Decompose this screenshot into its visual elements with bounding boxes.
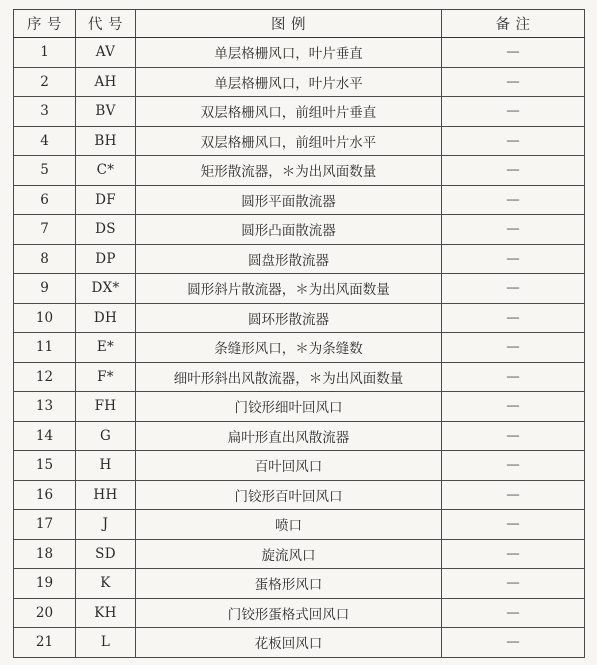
table-row <box>14 510 585 540</box>
table-row <box>14 38 585 68</box>
cell-code: DH <box>76 303 136 333</box>
cell-description: 圆环形散流器 <box>136 303 442 333</box>
air-outlet-legend-table <box>13 9 585 658</box>
cell-no: 1 <box>14 38 76 68</box>
table-row <box>14 628 585 658</box>
cell-no: 4 <box>14 126 76 156</box>
table-row <box>14 451 585 481</box>
cell-note: — <box>442 126 585 156</box>
cell-description: 单层格栅风口，叶片水平 <box>136 67 442 97</box>
table-row <box>14 539 585 569</box>
cell-code: AV <box>76 38 136 68</box>
cell-code: J <box>76 510 136 540</box>
cell-no: 10 <box>14 303 76 333</box>
cell-description: 细叶形斜出风散流器，＊为出风面数量 <box>136 362 442 392</box>
cell-no: 15 <box>14 451 76 481</box>
cell-code: H <box>76 451 136 481</box>
cell-no: 12 <box>14 362 76 392</box>
cell-code: F* <box>76 362 136 392</box>
cell-code: DF <box>76 185 136 215</box>
cell-code: K <box>76 569 136 599</box>
table-row <box>14 421 585 451</box>
cell-no: 14 <box>14 421 76 451</box>
table-body <box>14 38 585 658</box>
cell-note: — <box>442 303 585 333</box>
cell-note: — <box>442 362 585 392</box>
cell-description: 矩形散流器，＊为出风面数量 <box>136 156 442 186</box>
table-row <box>14 215 585 245</box>
table-row <box>14 244 585 274</box>
cell-description: 喷口 <box>136 510 442 540</box>
cell-note: — <box>442 97 585 127</box>
cell-note: — <box>442 569 585 599</box>
cell-note: — <box>442 185 585 215</box>
cell-code: L <box>76 628 136 658</box>
cell-no: 19 <box>14 569 76 599</box>
cell-note: — <box>442 215 585 245</box>
cell-no: 6 <box>14 185 76 215</box>
cell-description: 门铰形百叶回风口 <box>136 480 442 510</box>
header-no: 序 号 <box>14 10 76 38</box>
cell-code: DS <box>76 215 136 245</box>
table-row <box>14 185 585 215</box>
header-legend: 图 例 <box>136 10 442 38</box>
cell-code: KH <box>76 598 136 628</box>
cell-no: 2 <box>14 67 76 97</box>
table-row <box>14 67 585 97</box>
cell-no: 7 <box>14 215 76 245</box>
cell-note: — <box>442 539 585 569</box>
cell-no: 21 <box>14 628 76 658</box>
cell-no: 11 <box>14 333 76 363</box>
table-row <box>14 569 585 599</box>
cell-description: 圆形凸面散流器 <box>136 215 442 245</box>
header-note: 备 注 <box>442 10 585 38</box>
cell-note: — <box>442 480 585 510</box>
cell-code: BH <box>76 126 136 156</box>
cell-note: — <box>442 156 585 186</box>
cell-no: 3 <box>14 97 76 127</box>
table-header <box>14 10 585 38</box>
cell-code: DX* <box>76 274 136 304</box>
cell-description: 双层格栅风口，前组叶片垂直 <box>136 97 442 127</box>
cell-note: — <box>442 421 585 451</box>
cell-description: 单层格栅风口，叶片垂直 <box>136 38 442 68</box>
cell-note: — <box>442 392 585 422</box>
cell-description: 门铰形蛋格式回风口 <box>136 598 442 628</box>
cell-code: AH <box>76 67 136 97</box>
cell-description: 圆盘形散流器 <box>136 244 442 274</box>
table-row <box>14 362 585 392</box>
cell-no: 9 <box>14 274 76 304</box>
cell-note: — <box>442 598 585 628</box>
table-row <box>14 303 585 333</box>
cell-note: — <box>442 628 585 658</box>
cell-description: 圆形斜片散流器，＊为出风面数量 <box>136 274 442 304</box>
cell-description: 蛋格形风口 <box>136 569 442 599</box>
cell-code: BV <box>76 97 136 127</box>
cell-note: — <box>442 244 585 274</box>
cell-description: 花板回风口 <box>136 628 442 658</box>
cell-code: SD <box>76 539 136 569</box>
cell-code: DP <box>76 244 136 274</box>
cell-no: 18 <box>14 539 76 569</box>
cell-description: 门铰形细叶回风口 <box>136 392 442 422</box>
cell-description: 百叶回风口 <box>136 451 442 481</box>
cell-note: — <box>442 274 585 304</box>
table-row <box>14 126 585 156</box>
cell-no: 8 <box>14 244 76 274</box>
table-row <box>14 333 585 363</box>
table-row <box>14 392 585 422</box>
cell-code: G <box>76 421 136 451</box>
cell-code: E* <box>76 333 136 363</box>
cell-note: — <box>442 67 585 97</box>
cell-description: 扁叶形直出风散流器 <box>136 421 442 451</box>
cell-description: 圆形平面散流器 <box>136 185 442 215</box>
table-row <box>14 97 585 127</box>
cell-no: 16 <box>14 480 76 510</box>
header-row <box>14 10 585 38</box>
cell-note: — <box>442 510 585 540</box>
cell-code: FH <box>76 392 136 422</box>
cell-description: 条缝形风口，＊为条缝数 <box>136 333 442 363</box>
table-row <box>14 598 585 628</box>
cell-code: C* <box>76 156 136 186</box>
table-row <box>14 274 585 304</box>
cell-description: 旋流风口 <box>136 539 442 569</box>
cell-code: HH <box>76 480 136 510</box>
cell-note: — <box>442 451 585 481</box>
cell-no: 5 <box>14 156 76 186</box>
cell-no: 17 <box>14 510 76 540</box>
header-code: 代 号 <box>76 10 136 38</box>
cell-note: — <box>442 333 585 363</box>
cell-description: 双层格栅风口，前组叶片水平 <box>136 126 442 156</box>
cell-note: — <box>442 38 585 68</box>
table-row <box>14 480 585 510</box>
legend-sheet <box>13 9 584 657</box>
table-row <box>14 156 585 186</box>
cell-no: 13 <box>14 392 76 422</box>
cell-no: 20 <box>14 598 76 628</box>
